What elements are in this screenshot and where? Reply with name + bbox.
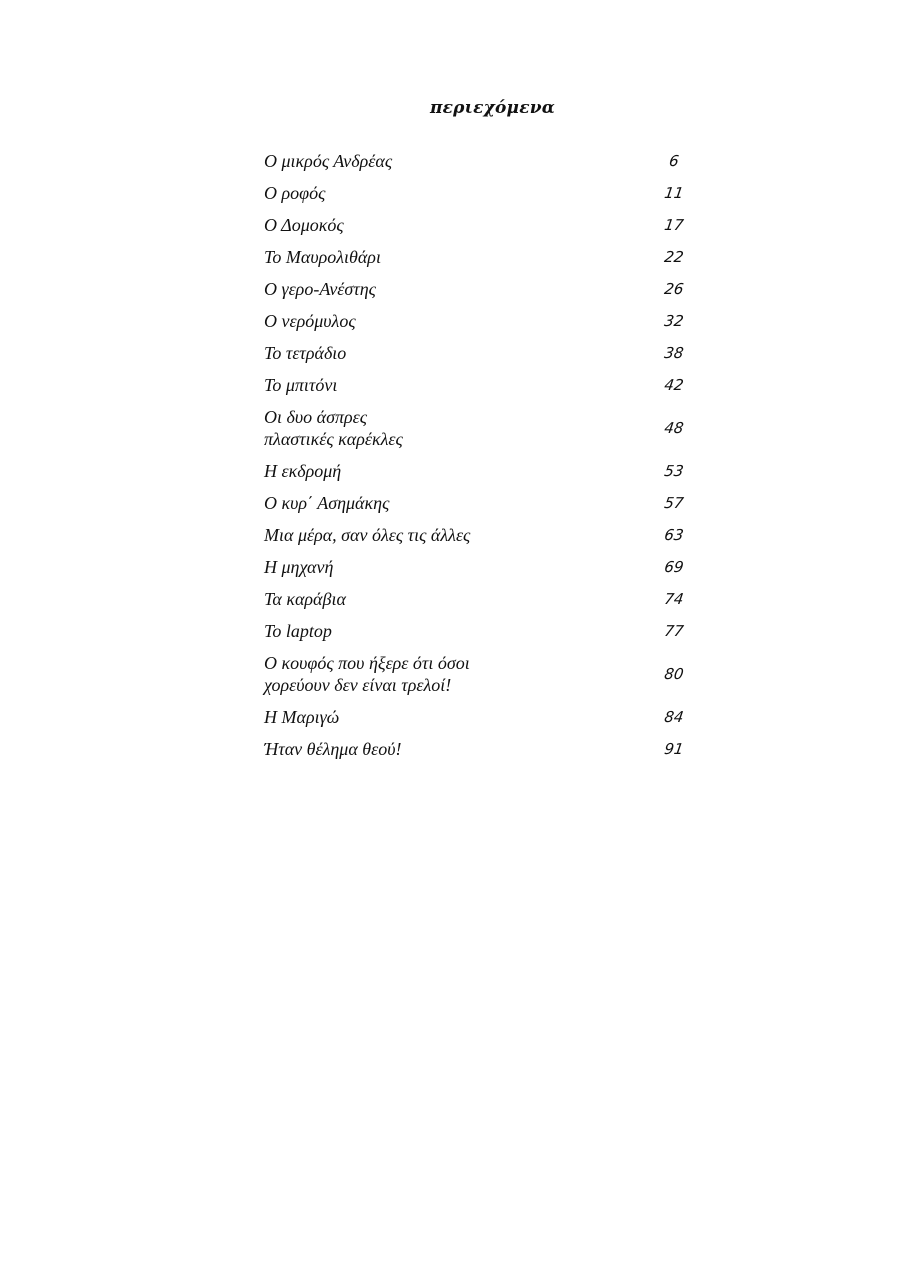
toc-entry-title: Ο νερόμυλος [264,311,356,331]
toc-entry-page-number: 22 [663,248,685,266]
toc-entry-page-number: 84 [663,708,685,726]
toc-entry-page-number: 57 [663,494,685,512]
toc-entry [264,246,694,268]
toc-entry [264,182,694,204]
toc-entry-page-number: 11 [663,184,685,202]
toc-entry-title: Ο ροφός [264,183,326,203]
toc-entry [264,460,694,482]
toc-entry [264,620,694,642]
toc-entry-title: Ο γερο-Ανέστης [264,279,376,299]
toc-entry [264,406,694,450]
toc-entry-title: Η Μαριγώ [264,707,340,727]
toc-entry-page-number: 69 [663,558,685,576]
toc-entry-title: Το Μαυρολιθάρι [264,247,381,267]
toc-entry-title: Ο μικρός Ανδρέας [264,151,393,171]
toc-entry-page-number: 80 [663,665,685,683]
toc-entry [264,150,694,172]
toc-entry-title: Το τετράδιο [264,343,347,363]
table-of-contents [264,150,694,770]
toc-entry-title: Οι δυο άσπρες πλαστικές καρέκλες [264,407,403,449]
toc-entry [264,706,694,728]
page-title: περιεχόμενα [429,98,556,118]
toc-entry [264,652,694,696]
toc-entry [264,342,694,364]
toc-entry-title: Μια μέρα, σαν όλες τις άλλες [264,525,471,545]
toc-entry [264,310,694,332]
toc-entry-title: Ήταν θέλημα θεού! [264,739,402,759]
toc-entry-page-number: 74 [663,590,685,608]
toc-entry-page-number: 63 [663,526,685,544]
toc-entry-page-number: 53 [663,462,685,480]
toc-entry-page-number: 32 [663,312,685,330]
toc-entry-title: Τα καράβια [264,589,346,609]
toc-entry-title: Η μηχανή [264,557,334,577]
toc-entry [264,738,694,760]
toc-entry [264,588,694,610]
toc-entry-page-number: 38 [663,344,685,362]
toc-entry-page-number: 42 [663,376,685,394]
toc-entry-title: Ο κουφός που ήξερε ότι όσοι χορεύουν δεν είναι τρελοί! [264,653,470,695]
toc-entry-page-number: 17 [663,216,685,234]
toc-entry [264,524,694,546]
toc-entry-title: Ο κυρ΄ Ασημάκης [264,493,390,513]
toc-entry [264,278,694,300]
toc-entry-title: Η εκδρομή [264,461,342,481]
toc-entry-page-number: 6 [667,152,681,170]
toc-entry-title: Το laptop [264,621,332,641]
toc-entry-page-number: 77 [663,622,685,640]
toc-entry-page-number: 48 [663,419,685,437]
toc-entry-title: Ο Δομοκός [264,215,344,235]
toc-entry [264,556,694,578]
toc-entry-page-number: 26 [663,280,685,298]
toc-entry [264,214,694,236]
toc-entry [264,492,694,514]
toc-entry-title: Το μπιτόνι [264,375,338,395]
toc-entry-page-number: 91 [663,740,685,758]
toc-entry [264,374,694,396]
